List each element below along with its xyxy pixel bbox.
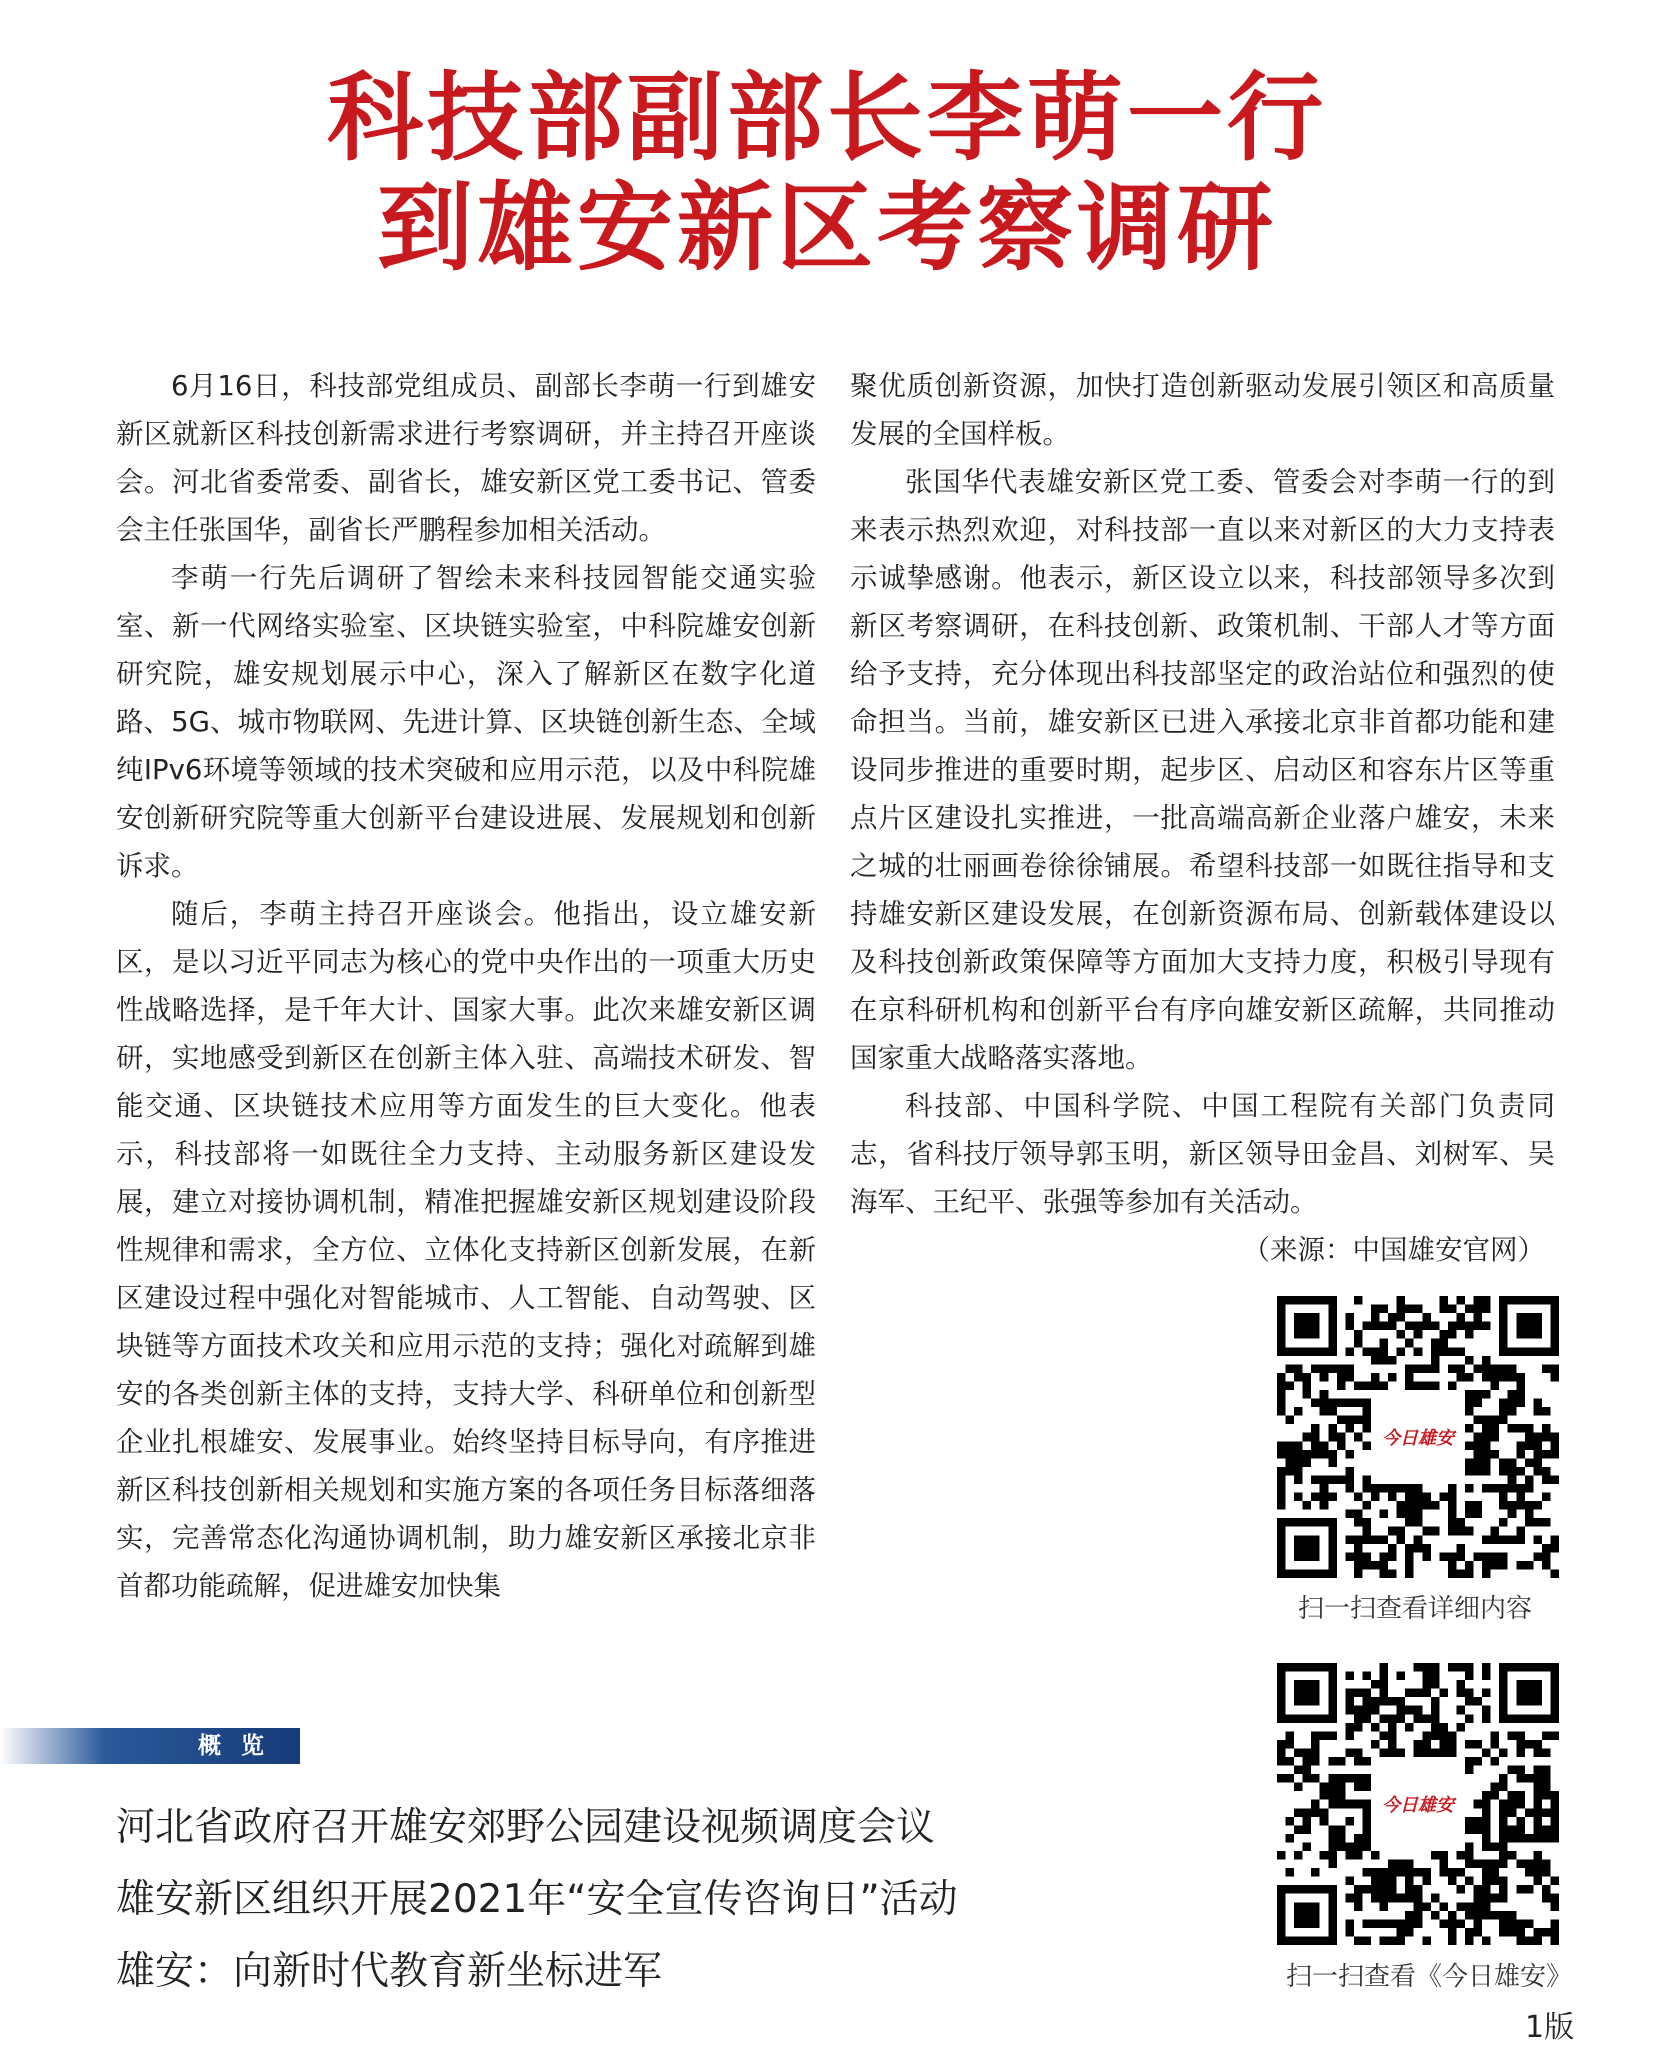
overview-headline[interactable]: 雄安：向新时代教育新坐标进军 bbox=[116, 1949, 663, 1994]
article-paragraph: 6月16日，科技部党组成员、副部长李萌一行到雄安新区就新区科技创新需求进行考察调研，并主持召开座谈会。河北省委常委、副省长，雄安新区党工委书记、管委会主任张国华，副省长严鹏程参加相关活动。 bbox=[116, 370, 816, 546]
qr-logo: 今日雄安 bbox=[1375, 1394, 1461, 1480]
headline-line-1: 科技部副部长李萌一行 bbox=[327, 61, 1327, 174]
article-column-left bbox=[116, 362, 816, 1610]
article-column-right bbox=[850, 362, 1555, 1274]
qr-caption: 扫一扫查看《今日雄安》 bbox=[1286, 1962, 1573, 1992]
qr-code-detail[interactable] bbox=[1277, 1296, 1559, 1578]
article-paragraph: 张国华代表雄安新区党工委、管委会对李萌一行的到来表示热烈欢迎，对科技部一直以来对新区的大力支持表示诚挚感谢。他表示，新区设立以来，科技部领导多次到新区考察调研，在科技创新、政策机制、干部人才等方面给予支持，充分体现出科技部坚定的政治站位和强烈的使命担当。当前，雄安新区已进入承接北京非首都功能和建设同步推进的重要时期，起步区、启动区和容东片区等重点片区建设扎实推进，一批高端高新企业落户雄安，未来之城的壮丽画卷徐徐铺展。希望科技部一如既往指导和支持雄安新区建设发展，在创新资源布局、创新载体建设以及科技创新政策保障等方面加大支持力度，积极引导现有在京科研机构和创新平台有序向雄安新区疏解，共同推动国家重大战略落实落地。 bbox=[850, 466, 1555, 1074]
overview-headline[interactable]: 河北省政府召开雄安郊野公园建设视频调度会议 bbox=[116, 1805, 936, 1850]
article-paragraph: 随后，李萌主持召开座谈会。他指出，设立雄安新区，是以习近平同志为核心的党中央作出的一项重大历史性战略选择，是千年大计、国家大事。此次来雄安新区调研，实地感受到新区在创新主体入驻、高端技术研发、智能交通、区块链技术应用等方面发生的巨大变化。他表示，科技部将一如既往全力支持、主动服务新区建设发展，建立对接协调机制，精准把握雄安新区规划建设阶段性规律和需求，全方位、立体化支持新区创新发展，在新区建设过程中强化对智能城市、人工智能、自动驾驶、区块链等方面技术攻关和应用示范的支持；强化对疏解到雄安的各类创新主体的支持，支持大学、科研单位和创新型企业扎根雄安、发展事业。始终坚持目标导向，有序推进新区科技创新相关规划和实施方案的各项任务目标落细落实，完善常态化沟通协调机制，助力雄安新区承接北京非首都功能疏解，促进雄安加快集 bbox=[116, 898, 816, 1602]
qr-code-newspaper[interactable] bbox=[1277, 1663, 1559, 1945]
article-paragraph: 科技部、中国科学院、中国工程院有关部门负责同志，省科技厅领导郭玉明，新区领导田金昌、刘树军、吴海军、王纪平、张强等参加有关活动。 bbox=[850, 1090, 1555, 1218]
qr-caption: 扫一扫查看详细内容 bbox=[1298, 1594, 1533, 1624]
section-label: 概 览 bbox=[198, 1733, 271, 1759]
article-paragraph-continued: 聚优质创新资源，加快打造创新驱动发展引领区和高质量发展的全国样板。 bbox=[850, 370, 1555, 450]
article-source: （来源：中国雄安官网） bbox=[1242, 1234, 1545, 1266]
page-number: 1版 bbox=[1525, 2010, 1575, 2045]
headline-line-2: 到雄安新区考察调研 bbox=[377, 171, 1277, 284]
qr-logo: 今日雄安 bbox=[1375, 1761, 1461, 1847]
article-paragraph: 李萌一行先后调研了智绘未来科技园智能交通实验室、新一代网络实验室、区块链实验室，中科院雄安创新研究院，雄安规划展示中心，深入了解新区在数字化道路、5G、城市物联网、先进计算、区块链创新生态、全域纯IPv6环境等领域的技术突破和应用示范，以及中科院雄安创新研究院等重大创新平台建设进展、发展规划和创新诉求。 bbox=[116, 562, 816, 882]
overview-headline[interactable]: 雄安新区组织开展2021年“安全宣传咨询日”活动 bbox=[116, 1877, 958, 1922]
